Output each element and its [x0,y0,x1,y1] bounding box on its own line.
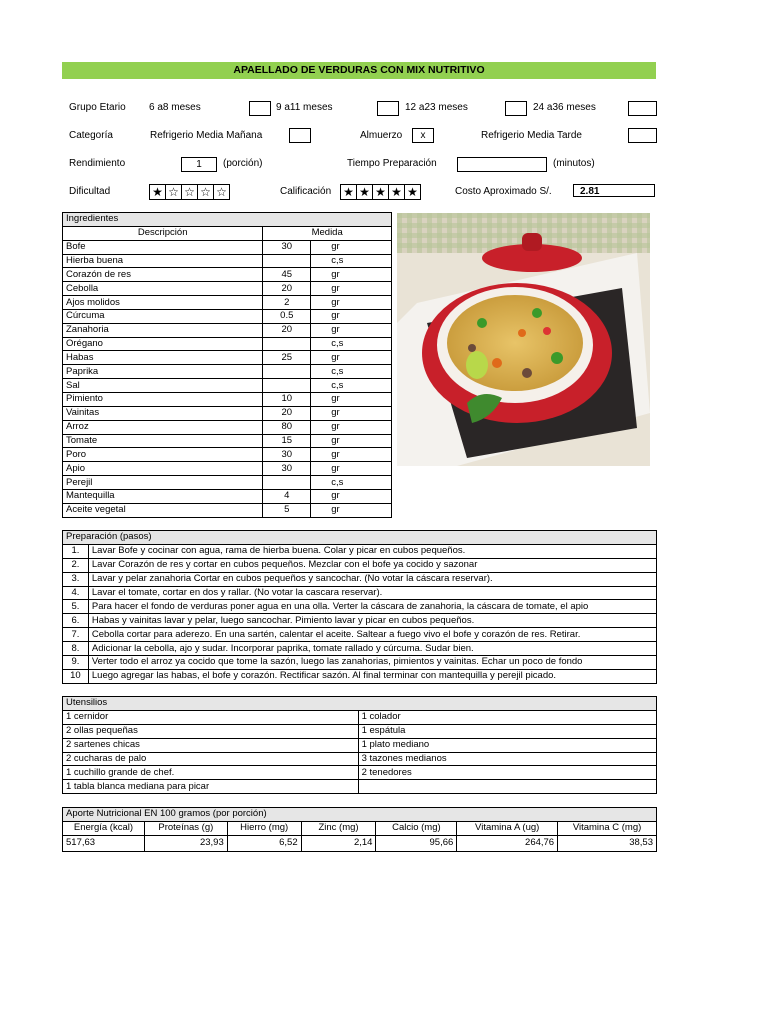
col-medida: Medida [263,226,392,240]
ingredient-row [63,462,392,476]
dish-image [397,213,650,466]
step-text: Luego agregar las habas, el bofe y corazón. Rectificar sazón. Al final terminar con mantequilla y perejil picado. [88,669,656,683]
ingredient-qty [263,476,311,490]
ingredient-row [63,282,392,296]
ingredient-qty: 30 [263,462,311,476]
ingredient-row [63,337,392,351]
nutrition-table [62,807,657,852]
preparation-step [63,614,657,628]
ingredient-qty [263,254,311,268]
categoria-option-tarde: Refrigerio Media Tarde [481,130,582,141]
ingredient-unit: gr [311,489,392,503]
ingredient-name: Ajos molidos [63,296,263,310]
step-text: Lavar Bofe y cocinar con agua, rama de hierba buena. Colar y picar en cubos pequeños. [88,544,656,558]
preparation-step [63,628,657,642]
nutrient-column-header: Vitamina C (mg) [558,821,657,835]
ingredient-row [63,268,392,282]
ingredient-row [63,476,392,490]
preparation-step [63,656,657,670]
preparation-step [63,642,657,656]
ingredient-name: Poro [63,448,263,462]
ingredient-unit: gr [311,323,392,337]
categoria-checkbox-almuerzo[interactable]: x [412,128,434,143]
ingredient-row [63,406,392,420]
ingredient-qty: 25 [263,351,311,365]
ingredients-table [62,212,392,518]
ingredient-row [63,489,392,503]
grupo-option-12-23: 12 a23 meses [405,102,468,113]
preparation-header: Preparación (pasos) [63,531,657,545]
grupo-option-24-36: 24 a36 meses [533,102,596,113]
ingredient-name: Aceite vegetal [63,503,263,517]
star-filled-icon[interactable]: ★ [373,185,389,199]
tiempo-value[interactable] [457,157,547,172]
calificacion-label: Calificación [280,186,332,197]
nutrient-value: 6,52 [227,835,301,851]
ingredient-qty [263,337,311,351]
utensil-left: 2 ollas pequeñas [63,724,359,738]
grupo-checkbox-24-36[interactable] [628,101,657,116]
grupo-option-9-11: 9 a11 meses [276,102,333,113]
costo-value[interactable]: 2.81 [573,184,655,197]
step-text: Verter todo el arroz ya cocido que tome la sazón, luego las zanahorias, pimientos y vainitas. Echar un poco de fondo [88,656,656,670]
step-number: 9. [63,656,89,670]
nutrient-value: 38,53 [558,835,657,851]
ingredient-unit: gr [311,240,392,254]
grupo-checkbox-12-23[interactable] [505,101,527,116]
ingredient-unit: gr [311,420,392,434]
preparation-step [63,669,657,683]
utensil-right [358,780,656,794]
ingredient-name: Tomate [63,434,263,448]
ingredient-unit: gr [311,448,392,462]
step-number: 1. [63,544,89,558]
step-text: Adicionar la cebolla, ajo y sudar. Incorporar paprika, tomate rallado y cúrcuma. Sudar bien. [88,642,656,656]
ingredient-name: Paprika [63,365,263,379]
ingredient-name: Bofe [63,240,263,254]
ingredient-row [63,503,392,517]
ingredient-qty: 80 [263,420,311,434]
utensil-row [63,780,657,794]
grupo-option-6-8: 6 a8 meses [149,102,201,113]
ingredient-qty: 5 [263,503,311,517]
utensil-right: 1 plato mediano [358,738,656,752]
utensil-row [63,710,657,724]
rendimiento-unit: (porción) [223,158,263,169]
ingredient-row [63,365,392,379]
categoria-option-almuerzo: Almuerzo [360,130,403,141]
ingredient-unit: gr [311,282,392,296]
ingredient-unit: gr [311,309,392,323]
ingredient-unit: c,s [311,254,392,268]
star-filled-icon[interactable]: ★ [357,185,373,199]
nutrient-column-header: Calcio (mg) [376,821,457,835]
preparation-step [63,544,657,558]
ingredient-name: Sal [63,379,263,393]
ingredient-row [63,254,392,268]
utensil-left: 1 cernidor [63,710,359,724]
ingredient-row [63,240,392,254]
recipe-title: APAELLADO DE VERDURAS CON MIX NUTRITIVO [62,62,656,79]
ingredient-qty: 30 [263,448,311,462]
nutrient-column-header: Proteínas (g) [144,821,227,835]
nutrient-column-header: Zinc (mg) [301,821,376,835]
nutrient-value: 95,66 [376,835,457,851]
calificacion-rating[interactable] [340,184,421,200]
ingredient-unit: gr [311,406,392,420]
star-empty-icon[interactable]: ☆ [182,185,198,199]
star-empty-icon[interactable]: ☆ [198,185,214,199]
dificultad-rating[interactable] [149,184,230,200]
ingredient-name: Orégano [63,337,263,351]
categoria-checkbox-tarde[interactable] [628,128,657,143]
step-text: Cebolla cortar para aderezo. En una sartén, calentar el aceite. Saltear a fuego vivo el bofe y corazón de res. Retirar. [88,628,656,642]
step-number: 3. [63,572,89,586]
step-number: 2. [63,558,89,572]
step-number: 8. [63,642,89,656]
grupo-checkbox-9-11[interactable] [377,101,399,116]
star-filled-icon[interactable]: ★ [389,185,405,199]
ingredient-unit: c,s [311,337,392,351]
step-number: 7. [63,628,89,642]
ingredient-name: Corazón de res [63,268,263,282]
utensil-right: 3 tazones medianos [358,752,656,766]
ingredient-row [63,434,392,448]
ingredient-row [63,351,392,365]
ingredient-qty: 15 [263,434,311,448]
ingredient-name: Perejil [63,476,263,490]
step-text: Lavar el tomate, cortar en dos y rallar. (No votar la cascara reservar). [88,586,656,600]
nutrient-value: 23,93 [144,835,227,851]
star-filled-icon[interactable]: ★ [341,185,357,199]
grupo-etario-label: Grupo Etario [69,102,126,113]
ingredient-qty [263,365,311,379]
ingredient-name: Habas [63,351,263,365]
ingredient-unit: gr [311,434,392,448]
utensil-row [63,738,657,752]
ingredient-qty [263,379,311,393]
star-filled-icon[interactable]: ★ [150,185,166,199]
ingredient-qty: 10 [263,393,311,407]
ingredient-name: Apio [63,462,263,476]
grupo-checkbox-6-8[interactable] [249,101,271,116]
utensil-row [63,724,657,738]
ingredient-name: Mantequilla [63,489,263,503]
utensil-row [63,766,657,780]
nutrient-column-header: Vitamina A (ug) [457,821,558,835]
step-text: Lavar y pelar zanahoria Cortar en cubos pequeños y sancochar. (No votar la cáscara reservar). [88,572,656,586]
ingredient-qty: 2 [263,296,311,310]
ingredient-unit: gr [311,296,392,310]
step-text: Habas y vainitas lavar y pelar, luego sancochar. Pimiento lavar y picar en cubos pequeños. [88,614,656,628]
preparation-table [62,530,657,684]
ingredient-unit: gr [311,503,392,517]
star-filled-icon[interactable]: ★ [407,185,418,199]
dificultad-label: Dificultad [69,186,111,197]
utensil-left: 2 sartenes chicas [63,738,359,752]
ingredient-name: Zanahoria [63,323,263,337]
ingredient-qty: 30 [263,240,311,254]
ingredient-row [63,296,392,310]
ingredient-unit: gr [311,268,392,282]
step-number: 4. [63,586,89,600]
step-number: 10 [63,669,89,683]
nutrient-value: 2,14 [301,835,376,851]
ingredient-row [63,420,392,434]
tiempo-label: Tiempo Preparación [347,158,437,169]
preparation-step [63,572,657,586]
nutrient-column-header: Energía (kcal) [63,821,145,835]
costo-label: Costo Aproximado S/. [455,186,552,197]
tiempo-unit: (minutos) [553,158,595,169]
ingredient-name: Vainitas [63,406,263,420]
ingredient-name: Arroz [63,420,263,434]
ingredient-unit: gr [311,462,392,476]
preparation-step [63,586,657,600]
ingredient-row [63,379,392,393]
ingredient-qty: 20 [263,282,311,296]
ingredient-unit: c,s [311,365,392,379]
categoria-checkbox-manana[interactable] [289,128,311,143]
rendimiento-value[interactable]: 1 [181,157,217,172]
ingredient-row [63,448,392,462]
categoria-option-manana: Refrigerio Media Mañana [150,130,263,141]
ingredient-qty: 20 [263,323,311,337]
ingredient-qty: 0.5 [263,309,311,323]
ingredient-qty: 4 [263,489,311,503]
ingredient-row [63,393,392,407]
ingredient-unit: gr [311,351,392,365]
nutrition-header: Aporte Nutricional EN 100 gramos (por porción) [63,808,657,822]
ingredient-qty: 20 [263,406,311,420]
utensil-left: 2 cucharas de palo [63,752,359,766]
ingredients-header: Ingredientes [63,213,392,227]
utensil-right: 2 tenedores [358,766,656,780]
step-number: 6. [63,614,89,628]
preparation-step [63,600,657,614]
step-text: Para hacer el fondo de verduras poner agua en una olla. Verter la cáscara de zanahoria, la cáscara de tomate, el apio [88,600,656,614]
nutrient-value: 264,76 [457,835,558,851]
nutrient-value: 517,63 [63,835,145,851]
rendimiento-label: Rendimiento [69,158,126,169]
utensil-left: 1 cuchillo grande de chef. [63,766,359,780]
recipe-photo [397,213,650,466]
utensil-right: 1 colador [358,710,656,724]
ingredient-row [63,323,392,337]
col-descripcion: Descripción [63,226,263,240]
ingredient-unit: c,s [311,476,392,490]
ingredient-name: Pimiento [63,393,263,407]
utensil-left: 1 tabla blanca mediana para picar [63,780,359,794]
ingredient-name: Cebolla [63,282,263,296]
step-text: Lavar Corazón de res y cortar en cubos pequeños. Mezclar con el bofe ya cocido y sazonar [88,558,656,572]
utensils-header: Utensilios [63,697,657,711]
utensil-right: 1 espátula [358,724,656,738]
categoria-label: Categoría [69,130,113,141]
ingredient-name: Hierba buena [63,254,263,268]
ingredient-qty: 45 [263,268,311,282]
utensils-table [62,696,657,794]
nutrient-column-header: Hierro (mg) [227,821,301,835]
preparation-step [63,558,657,572]
star-empty-icon[interactable]: ☆ [166,185,182,199]
utensil-row [63,752,657,766]
ingredient-row [63,309,392,323]
step-number: 5. [63,600,89,614]
star-empty-icon[interactable]: ☆ [216,185,227,199]
ingredient-unit: gr [311,393,392,407]
ingredient-unit: c,s [311,379,392,393]
ingredient-name: Cúrcuma [63,309,263,323]
